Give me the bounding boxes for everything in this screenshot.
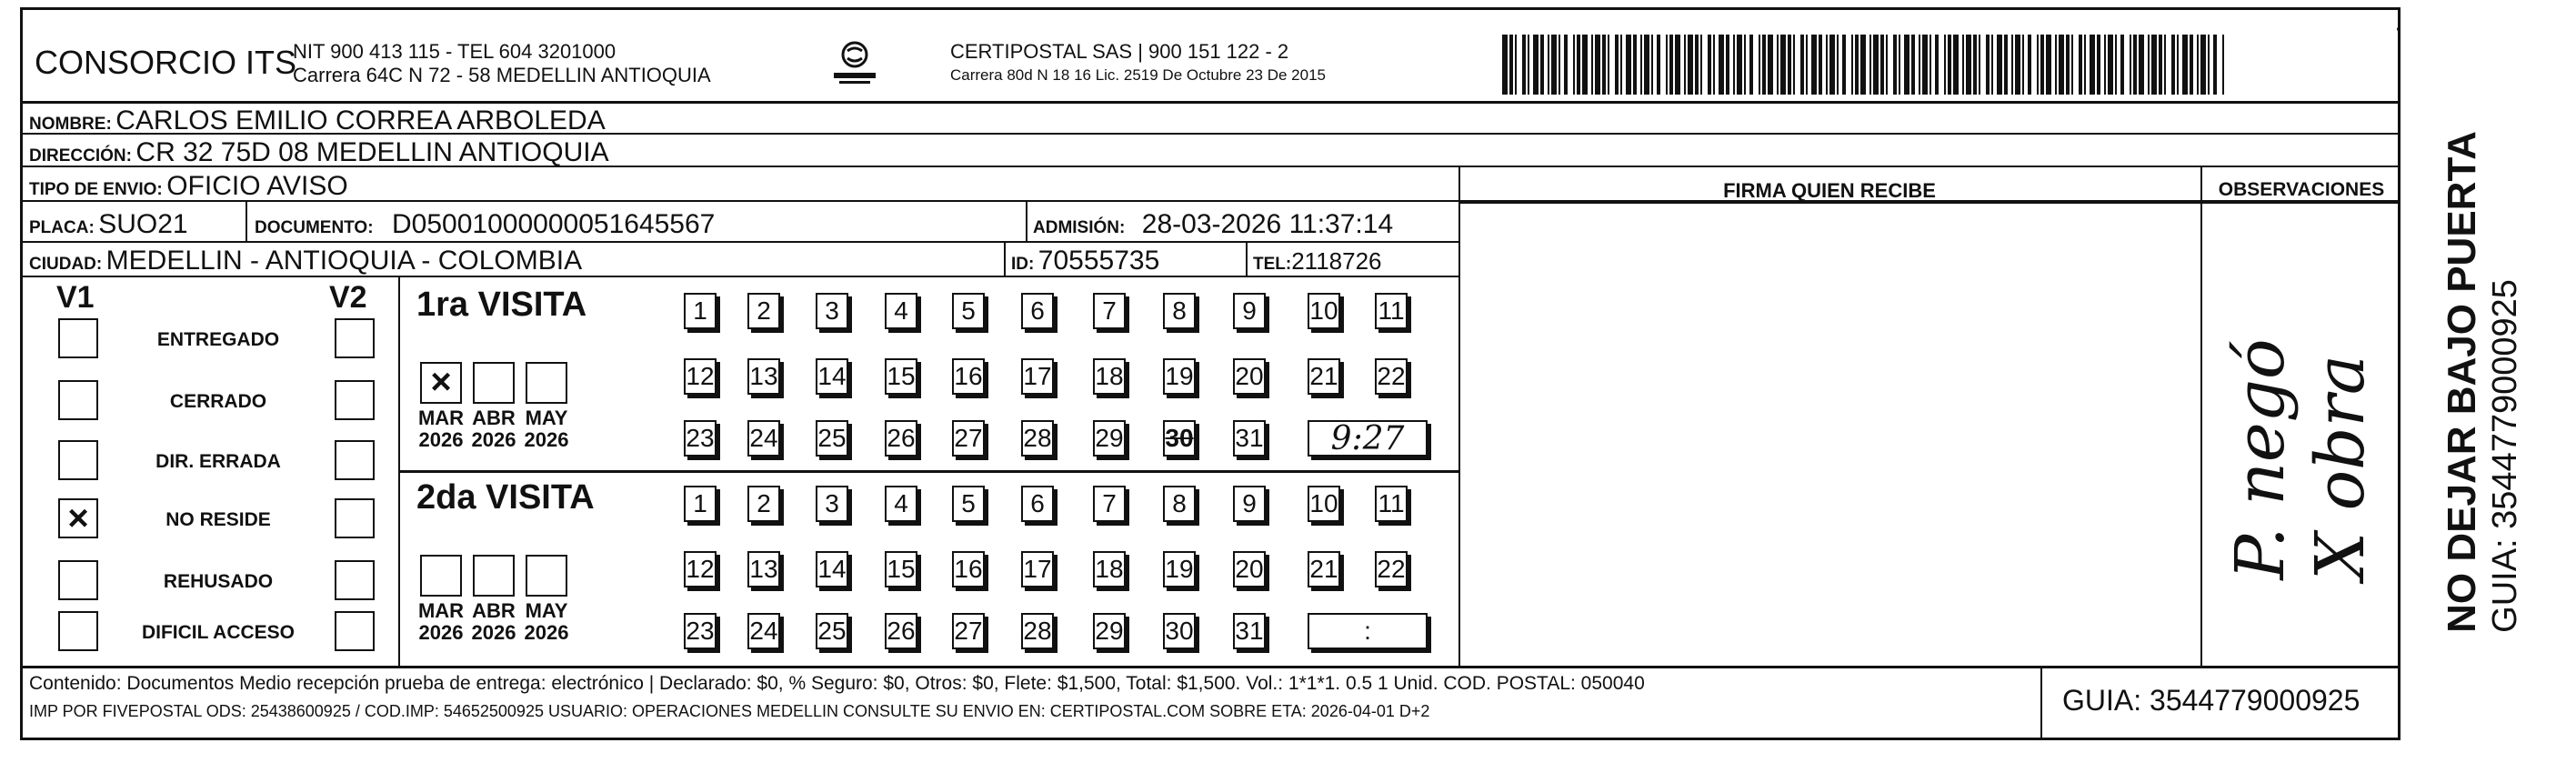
v1-checkbox-cerrado[interactable] [58,380,98,420]
visit1-day-2[interactable]: 2 [747,293,780,329]
tipo-label: TIPO DE ENVIO: [29,180,163,199]
visit2-day-22[interactable]: 22 [1375,551,1408,587]
documento-label: DOCUMENTO: [255,218,374,237]
footer-line1: Contenido: Documentos Medio recepción prueba de entrega: electrónico | Declarado: $0, % Seguro: $0, Otros: $0, Flete: $1,500, Total: $1,500. Vol.: 1*1*1. 0.5 1 Unid. COD. POSTAL: 050040 [29,673,1645,694]
visit2-day-28[interactable]: 28 [1021,613,1054,649]
visit2-day-20[interactable]: 20 [1233,551,1266,587]
visit1-day-15[interactable]: 15 [885,358,917,395]
barcode [1502,35,2226,95]
status-label-cerrado: CERRADO [169,391,267,412]
visit1-day-25[interactable]: 25 [816,420,848,457]
visit1-day-21[interactable]: 21 [1308,358,1340,395]
visit1-month-label: ABR 2026 [471,407,516,451]
placa-field [29,209,188,240]
visit1-title: 1ra VISITA [416,286,587,324]
visit2-day-1[interactable]: 1 [684,486,717,522]
visit2-day-25[interactable]: 25 [816,613,848,649]
visit1-day-1[interactable]: 1 [684,293,717,329]
visit1-day-26[interactable]: 26 [885,420,917,457]
tipo-row [29,171,348,202]
tel-label: TEL: [1253,255,1292,274]
visit1-day-7[interactable]: 7 [1093,293,1126,329]
visit2-day-24[interactable]: 24 [747,613,780,649]
v2-checkbox-dir-errada[interactable] [335,440,375,480]
side-line1: NO DEJAR BAJO PUERTA [2440,131,2484,633]
visit1-month-mar-checkbox[interactable]: × [420,362,462,404]
visit1-day-23[interactable]: 23 [684,420,717,457]
visit1-day-11[interactable]: 11 [1375,293,1408,329]
visit2-day-12[interactable]: 12 [684,551,717,587]
v1-checkbox-dificil-acceso[interactable] [58,611,98,651]
direccion-value: CR 32 75D 08 MEDELLIN ANTIOQUIA [135,137,609,167]
direccion-label: DIRECCIÓN: [29,146,132,166]
observaciones-header: OBSERVACIONES [2218,179,2385,200]
v1-label: V1 [56,280,95,315]
visit2-day-31[interactable]: 31 [1233,613,1266,649]
visit1-day-6[interactable]: 6 [1021,293,1054,329]
visit1-month-label: MAY 2026 [524,407,569,451]
v1-checkbox-no-reside[interactable]: × [58,498,98,538]
visit2-day-8[interactable]: 8 [1163,486,1196,522]
visit2-month-label: ABR 2026 [471,599,516,644]
observation-line-2: X obra [2301,354,2380,580]
visit1-day-20[interactable]: 20 [1233,358,1266,395]
certipostal-logo-icon [832,38,877,87]
ciudad-label: CIUDAD: [29,255,103,274]
visit2-day-3[interactable]: 3 [816,486,848,522]
certipostal-logo [832,38,877,87]
visit1-day-17[interactable]: 17 [1021,358,1054,395]
firma-header: FIRMA QUIEN RECIBE [1723,179,1936,202]
signature-area [1460,204,2200,666]
visit2-day-6[interactable]: 6 [1021,486,1054,522]
visit2-day-7[interactable]: 7 [1093,486,1126,522]
visit2-month-abr-checkbox[interactable] [473,555,515,597]
v2-checkbox-dificil-acceso[interactable] [335,611,375,651]
visit1-day-29[interactable]: 29 [1093,420,1126,457]
visit1-day-13[interactable]: 13 [747,358,780,395]
status-label-entregado: ENTREGADO [156,329,280,350]
visit2-day-17[interactable]: 17 [1021,551,1054,587]
visit1-day-12[interactable]: 12 [684,358,717,395]
side-vertical-text [2410,118,2555,646]
visit1-day-8[interactable]: 8 [1163,293,1196,329]
placa-label: PLACA: [29,218,95,237]
visit1-day-14[interactable]: 14 [816,358,848,395]
v2-label: V2 [329,280,367,315]
visit2-day-4[interactable]: 4 [885,486,917,522]
visit2-day-10[interactable]: 10 [1308,486,1340,522]
id-value: 70555735 [1037,246,1160,276]
admision-field [1033,209,1393,240]
visit1-day-9[interactable]: 9 [1233,293,1266,329]
visit2-day-23[interactable]: 23 [684,613,717,649]
visit2-time-field[interactable]: : [1308,613,1428,649]
tel-field [1253,247,1382,276]
visit2-day-13[interactable]: 13 [747,551,780,587]
visit2-month-may-checkbox[interactable] [526,555,567,597]
direccion-row [29,137,609,168]
tel-value: 2118726 [1291,247,1382,275]
visit2-day-5[interactable]: 5 [952,486,985,522]
carrier-line2: Carrera 80d N 18 16 Lic. 2519 De Octubre 23 De 2015 [950,66,1326,84]
address-line: Carrera 64C N 72 - 58 MEDELLIN ANTIOQUIA [293,64,711,86]
visit1-day-31[interactable]: 31 [1233,420,1266,457]
visit2-month-mar-checkbox[interactable] [420,555,462,597]
visit1-day-16[interactable]: 16 [952,358,985,395]
visit2-month-label: MAR 2026 [417,599,465,644]
visit1-day-27[interactable]: 27 [952,420,985,457]
visit1-month-may-checkbox[interactable] [526,362,567,404]
visit1-day-19[interactable]: 19 [1163,358,1196,395]
visit1-day-30[interactable]: 30 [1163,420,1196,457]
status-label-no-reside: NO RESIDE [165,509,271,530]
visit1-day-4[interactable]: 4 [885,293,917,329]
visit2-day-11[interactable]: 11 [1375,486,1408,522]
ciudad-field [29,246,582,276]
visit2-day-15[interactable]: 15 [885,551,917,587]
ciudad-value: MEDELLIN - ANTIOQUIA - COLOMBIA [105,246,583,276]
visit2-day-30[interactable]: 30 [1163,613,1196,649]
visit1-time-field[interactable]: 9:27 [1308,420,1428,457]
nit-line: NIT 900 413 115 - TEL 604 3201000 [293,40,616,63]
nombre-value: CARLOS EMILIO CORREA ARBOLEDA [115,105,606,136]
v1-checkbox-rehusado[interactable] [58,560,98,600]
visit2-month-label: MAY 2026 [524,599,569,644]
visit2-day-2[interactable]: 2 [747,486,780,522]
nombre-label: NOMBRE: [29,115,112,134]
id-label: ID: [1011,255,1035,274]
nombre-row [29,105,606,136]
status-label-dir-errada: DIR. ERRADA [155,451,281,472]
visit2-day-29[interactable]: 29 [1093,613,1126,649]
id-field [1011,246,1159,276]
v1-checkbox-dir-errada[interactable] [58,440,98,480]
visit1-day-3[interactable]: 3 [816,293,848,329]
visit1-day-5[interactable]: 5 [952,293,985,329]
observation-handwriting [2200,338,2401,580]
status-label-dificil-acceso: DIFICIL ACCESO [141,622,295,643]
visit2-day-9[interactable]: 9 [1233,486,1266,522]
visit1-day-18[interactable]: 18 [1093,358,1126,395]
documento-field [255,209,715,240]
placa-value: SUO21 [98,209,188,239]
tipo-value: OFICIO AVISO [166,171,348,201]
visit2-day-14[interactable]: 14 [816,551,848,587]
footer-line2: IMP POR FIVEPOSTAL ODS: 25438600925 / COD.IMP: 54652500925 USUARIO: OPERACIONES MEDELLIN CONSULTE SU ENVIO EN: CERTIPOSTAL.COM SOBRE ETA: 2026-04-01 D+2 [29,702,1430,720]
v2-checkbox-no-reside[interactable] [335,498,375,538]
carrier-line1: CERTIPOSTAL SAS | 900 151 122 - 2 [950,40,1289,63]
status-label-rehusado: REHUSADO [163,571,274,592]
visit2-day-26[interactable]: 26 [885,613,917,649]
barcode-icon [1502,35,2226,95]
visit1-day-10[interactable]: 10 [1308,293,1340,329]
visit1-day-24[interactable]: 24 [747,420,780,457]
v2-checkbox-cerrado[interactable] [335,380,375,420]
visit2-day-18[interactable]: 18 [1093,551,1126,587]
visit1-month-abr-checkbox[interactable] [473,362,515,404]
visit1-month-label: MAR 2026 [417,407,465,451]
visit2-title: 2da VISITA [416,478,595,517]
observation-line-1: P. negó [2221,338,2300,580]
company-name: CONSORCIO ITS [35,44,297,81]
documento-value: D05001000000051645567 [392,209,716,239]
visit1-day-28[interactable]: 28 [1021,420,1054,457]
side-line2: GUIA: 3544779000925 [2486,279,2524,633]
visit2-day-19[interactable]: 19 [1163,551,1196,587]
visit1-day-22[interactable]: 22 [1375,358,1408,395]
admision-label: ADMISIÓN: [1033,218,1126,237]
visit2-day-27[interactable]: 27 [952,613,985,649]
visit2-day-21[interactable]: 21 [1308,551,1340,587]
footer-guia: GUIA: 3544779000925 [2062,684,2360,717]
visit2-day-16[interactable]: 16 [952,551,985,587]
v2-checkbox-rehusado[interactable] [335,560,375,600]
v1-checkbox-entregado[interactable] [58,318,98,358]
v2-checkbox-entregado[interactable] [335,318,375,358]
admision-value: 28-03-2026 11:37:14 [1141,209,1394,239]
